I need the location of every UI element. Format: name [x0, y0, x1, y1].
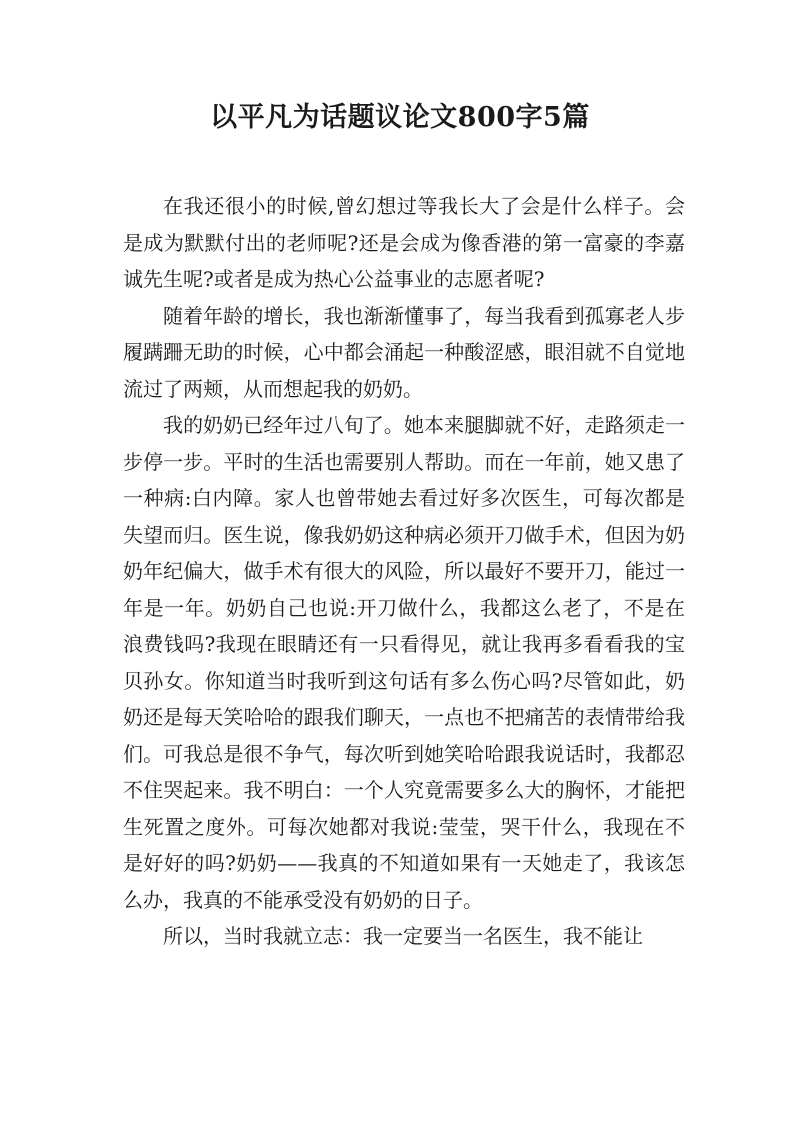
- paragraph-3: 我的奶奶已经年过八旬了。她本来腿脚就不好，走路须走一步停一步。平时的生活也需要别人帮助。而在一年前，她又患了一种病:白内障。家人也曾带她去看过好多次医生，可每次都是失望而归。医生说，像我奶奶这种病必须开刀做手术，但因为奶奶年纪偏大，做手术有很大的风险，所以最好不要开刀，能过一年是一年。奶奶自己也说:开刀做什么，我都这么老了，不是在浪费钱吗?我现在眼睛还有一只看得见，就让我再多看看我的宝贝孙女。你知道当时我听到这句话有多么伤心吗?尽管如此，奶奶还是每天笑哈哈的跟我们聊天，一点也不把痛苦的表情带给我们。可我总是很不争气，每次听到她笑哈哈跟我说话时，我都忍不住哭起来。我不明白：一个人究竟需要多么大的胸怀，才能把生死置之度外。可每次她都对我说:莹莹，哭干什么，我现在不是好好的吗?奶奶——我真的不知道如果有一天她走了，我该怎么办，我真的不能承受没有奶奶的日子。: [123, 413, 685, 912]
- paragraph-4: 所以，当时我就立志：我一定要当一名医生，我不能让: [163, 924, 643, 948]
- document-body: [123, 188, 685, 955]
- paragraph-1: 在我还很小的时候,曾幻想过等我长大了会是什么样子。会是成为默默付出的老师呢?还是会成为像香港的第一富豪的李嘉诚先生呢?或者是成为热心公益事业的志愿者呢?: [123, 194, 685, 291]
- document-title: 以平凡为话题议论文800字5篇: [210, 102, 590, 133]
- paragraph-2: 随着年龄的增长，我也渐渐懂事了，每当我看到孤寡老人步履蹒跚无助的时候，心中都会涌起一种酸涩感，眼泪就不自觉地流过了两颊，从而想起我的奶奶。: [123, 303, 685, 401]
